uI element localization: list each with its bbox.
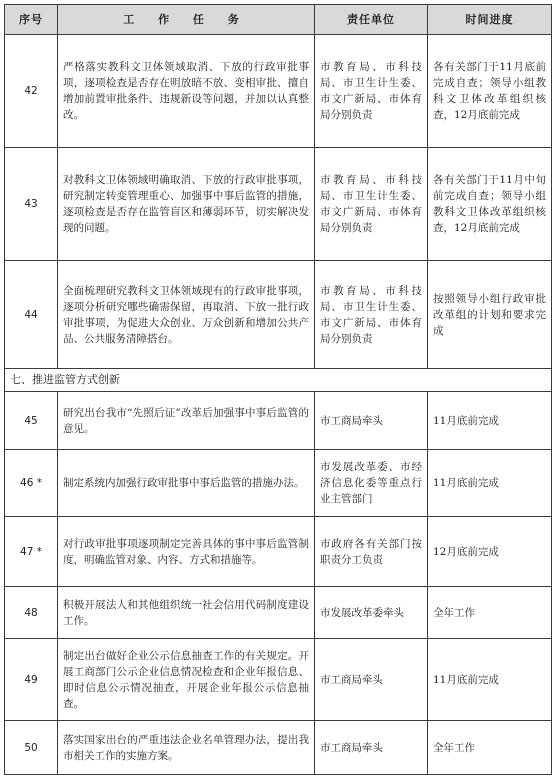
row-unit: 市工商局牵头 (315, 392, 428, 450)
table-row (5, 261, 552, 369)
row-number: 47 * (5, 517, 58, 587)
row-time: 11月底前完成 (428, 450, 552, 517)
row-unit: 市发展改革委、市经济信息化委等重点行业主管部门 (315, 450, 428, 517)
header-time: 时间进度 (428, 5, 552, 35)
row-unit: 市教育局、市科技局、市卫生计生委、市文广新局、市体育局分别负责 (315, 261, 428, 369)
row-time: 12月底前完成 (428, 517, 552, 587)
header-num: 序号 (5, 5, 58, 35)
row-number: 45 (5, 392, 58, 450)
row-number: 44 (5, 261, 58, 369)
header-unit: 责任单位 (315, 5, 428, 35)
row-task: 对教科文卫体领域明确取消、下放的行政审批事项，研究制定转变管理重心、加强事中事后监管的措施，逐项检查是否存在监管盲区和薄弱环节，切实解决发现的问题。 (58, 148, 315, 261)
table-row (5, 639, 552, 721)
row-time: 11月底前完成 (428, 392, 552, 450)
task-table (4, 4, 552, 775)
row-task: 制定系统内加强行政审批事中事后监管的措施办法。 (58, 450, 315, 517)
row-unit: 市发展改革委牵头 (315, 587, 428, 639)
row-task: 全面梳理研究教科文卫体领域现有的行政审批事项，逐项分析研究哪些确需保留，再取消、下放一批行政审批事项，为促进大众创业、万众创新和增加公共产品、公共服务清障搭台。 (58, 261, 315, 369)
row-number: 42 (5, 35, 58, 148)
row-task: 研究出台我市“先照后证”改革后加强事中事后监管的意见。 (58, 392, 315, 450)
row-task: 对行政审批事项逐项制定完善具体的事中事后监管制度，明确监管对象、内容、方式和措施等。 (58, 517, 315, 587)
table-row (5, 148, 552, 261)
row-task: 严格落实教科文卫体领域取消、下放的行政审批事项，逐项检查是否存在明放暗不放、变相审批、擅自增加前置审批条件、违规新设等问题，并加以认真整改。 (58, 35, 315, 148)
table-row (5, 587, 552, 639)
table-row (5, 517, 552, 587)
table-row (5, 721, 552, 775)
row-time: 全年工作 (428, 587, 552, 639)
row-unit: 市工商局牵头 (315, 721, 428, 775)
row-time: 按照领导小组行政审批改革组的计划和要求完成 (428, 261, 552, 369)
row-task: 制定出台做好企业公示信息抽查工作的有关规定。开展工商部门公示企业信息情况检查和企业年报信息、即时信息公示情况抽查，开展企业年报公示信息抽查。 (58, 639, 315, 721)
row-number: 46 * (5, 450, 58, 517)
row-task: 积极开展法人和其他组织统一社会信用代码制度建设工作。 (58, 587, 315, 639)
row-time: 各有关部门于11月底前完成自查；领导小组教科文卫体改革组织核查，12月底前完成 (428, 35, 552, 148)
table-row (5, 35, 552, 148)
row-time: 各有关部门于11月中旬前完成自查；领导小组教科文卫体改革组织核查，12月底前完成 (428, 148, 552, 261)
header-row (5, 5, 552, 35)
row-number: 49 (5, 639, 58, 721)
row-number: 50 (5, 721, 58, 775)
row-number: 48 (5, 587, 58, 639)
section-row (5, 369, 552, 392)
row-unit: 市政府各有关部门按职责分工负责 (315, 517, 428, 587)
header-task: 工 作 任 务 (58, 5, 315, 35)
row-time: 全年工作 (428, 721, 552, 775)
section-title: 七、推进监管方式创新 (5, 369, 552, 392)
row-time: 11月底前完成 (428, 639, 552, 721)
row-unit: 市教育局、市科技局、市卫生计生委、市文广新局、市体育局分别负责 (315, 148, 428, 261)
row-number: 43 (5, 148, 58, 261)
table-row (5, 392, 552, 450)
row-unit: 市工商局牵头 (315, 639, 428, 721)
table-row (5, 450, 552, 517)
row-unit: 市教育局、市科技局、市卫生计生委、市文广新局、市体育局分别负责 (315, 35, 428, 148)
row-task: 落实国家出台的严重违法企业名单管理办法，提出我市相关工作的实施方案。 (58, 721, 315, 775)
